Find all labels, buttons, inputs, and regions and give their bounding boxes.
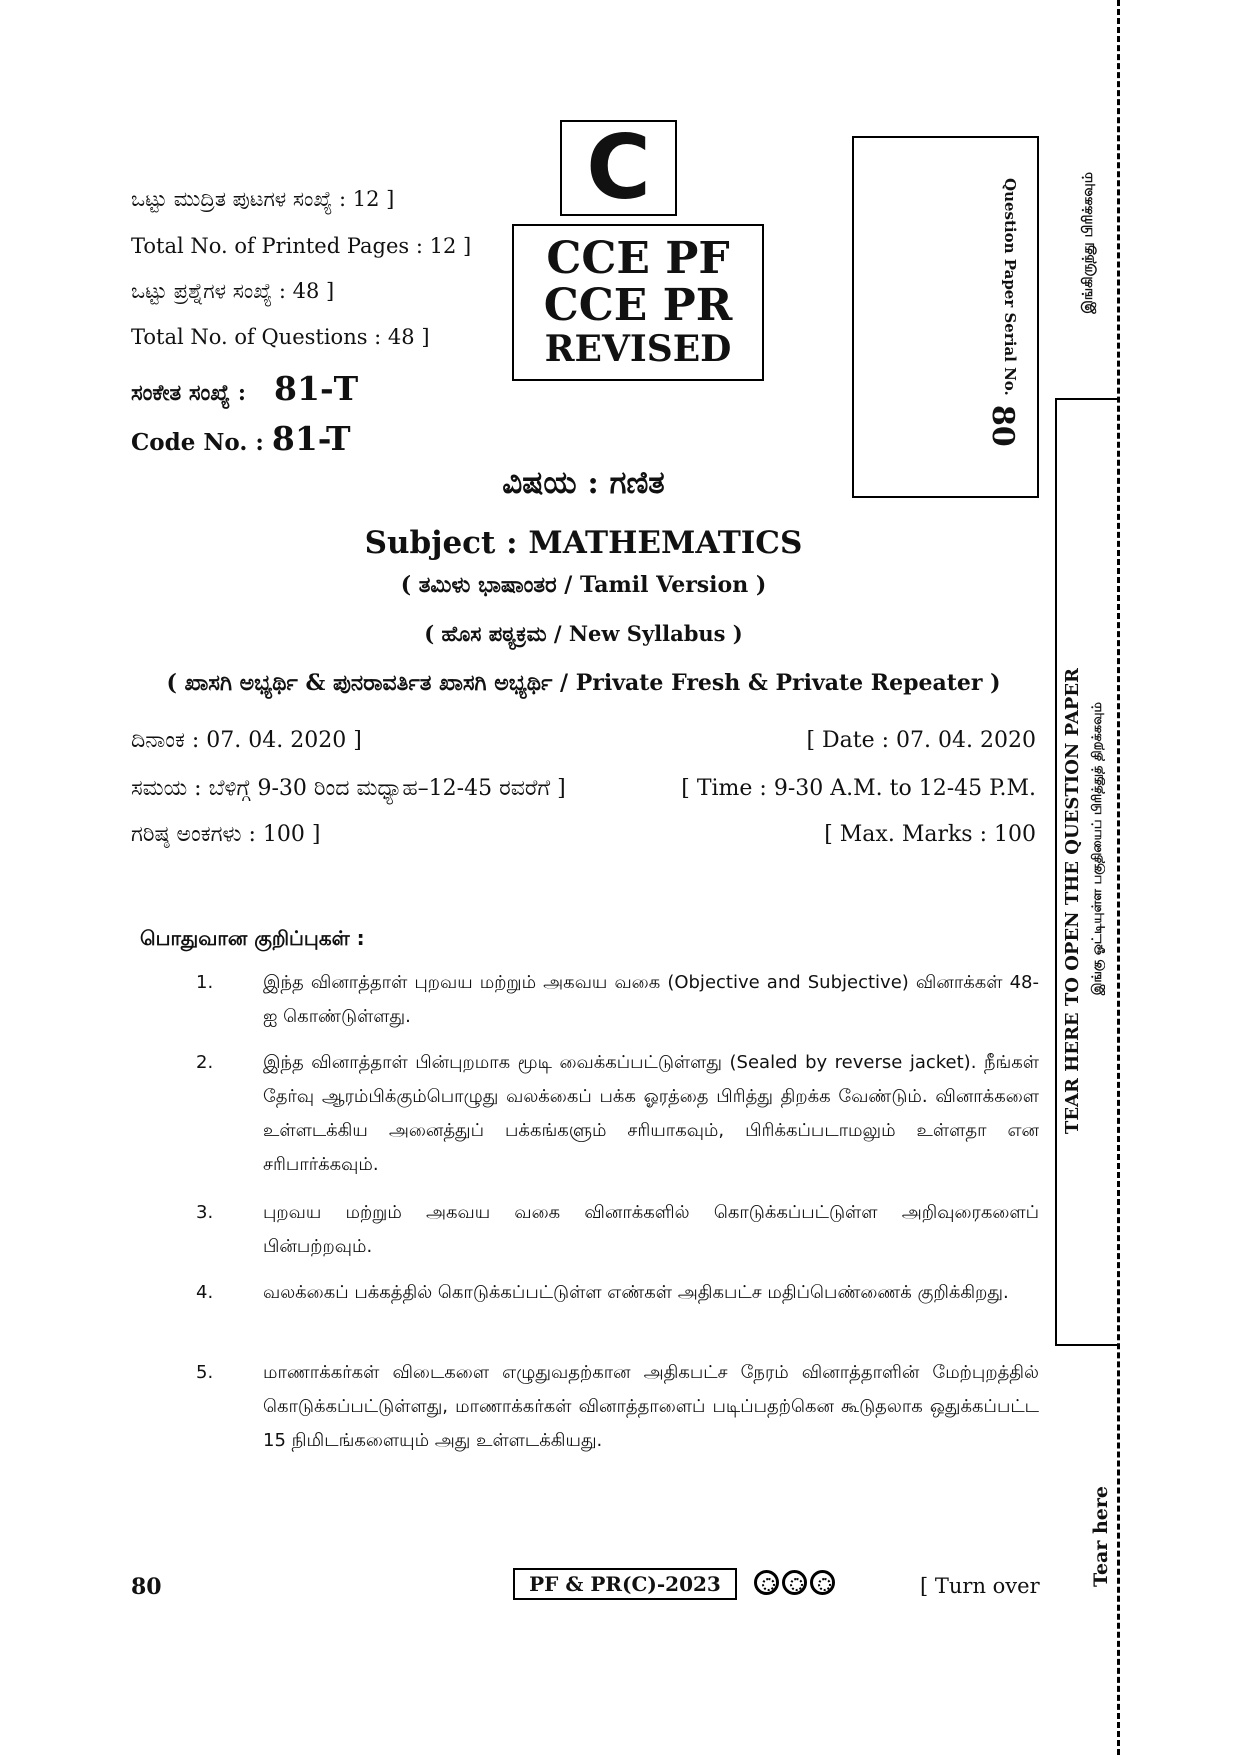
decorative-circles bbox=[754, 1570, 835, 1595]
circle-icon bbox=[782, 1570, 807, 1595]
marks-english: [ Max. Marks : 100 bbox=[824, 822, 1036, 847]
page-serial-number: 80 bbox=[131, 1574, 162, 1600]
circle-icon bbox=[754, 1570, 779, 1595]
tamil-version: ( ತಮಿಳು ಭಾಷಾಂತರ / Tamil Version ) bbox=[400, 572, 767, 598]
date-kannada: ದಿನಾಂಕ : 07. 04. 2020 ] bbox=[131, 728, 362, 753]
code-value-english: 81-T bbox=[271, 419, 351, 458]
course-line-3: REVISED bbox=[544, 327, 732, 370]
printed-pages-kannada: ಒಟ್ಟು ಮುದ್ರಿತ ಪುಟಗಳ ಸಂಖ್ಯೆ : 12 ] bbox=[131, 187, 395, 211]
course-line-2: CCE PR bbox=[543, 279, 733, 331]
instructions-heading: பொதுவான குறிப்புகள் : bbox=[140, 926, 365, 950]
tear-instruction-english: TEAR HERE TO OPEN THE QUESTION PAPER bbox=[1062, 668, 1083, 1135]
subject-english: Subject : MATHEMATICS bbox=[364, 525, 803, 561]
tear-here-label: Tear here bbox=[1090, 1486, 1112, 1587]
questions-count-kannada: ಒಟ್ಟು ಪ್ರಶ್ನೆಗಳ ಸಂಖ್ಯೆ : 48 ] bbox=[131, 279, 335, 303]
instruction-text: இந்த வினாத்தாள் புறவய மற்றும் அகவய வகை (Objective and Subjective) வினாக்கள் 48-ஐ கொண்டுள்ளது. bbox=[263, 972, 1039, 1027]
syllabus: ( ಹೊಸ ಪಠ್ಯಕ್ರಮ / New Syllabus ) bbox=[424, 621, 743, 646]
turn-over-label: [ Turn over bbox=[920, 1574, 1040, 1598]
printed-pages-english: Total No. of Printed Pages : 12 ] bbox=[131, 234, 472, 258]
instruction-number: 4. bbox=[196, 1282, 214, 1303]
instruction-number: 3. bbox=[196, 1202, 214, 1223]
instruction-text: புறவய மற்றும் அகவய வகை வினாக்களில் கொடுக்கப்பட்டுள்ள அறிவுரைகளைப் பின்பற்றவும். bbox=[263, 1202, 1039, 1257]
version-letter-box: C bbox=[560, 120, 677, 216]
serial-number-label: Question Paper Serial No. bbox=[1001, 178, 1019, 396]
tear-from-here-tamil: இங்கிருந்து பிரிக்கவும் bbox=[1080, 172, 1096, 314]
paper-code-box: PF & PR(C)-2023 bbox=[513, 1568, 737, 1600]
instruction-number: 2. bbox=[196, 1052, 214, 1073]
instruction-number: 5. bbox=[196, 1362, 214, 1383]
serial-number-value: 80 bbox=[985, 405, 1020, 447]
code-label-kannada: ಸಂಕೇತ ಸಂಖ್ಯೆ : bbox=[131, 380, 247, 406]
subject-kannada: ವಿಷಯ : ಗಣಿತ bbox=[502, 465, 665, 501]
questions-count-english: Total No. of Questions : 48 ] bbox=[131, 325, 430, 349]
instruction-text: இந்த வினாத்தாள் பின்புறமாக மூடி வைக்கப்பட்டுள்ளது (Sealed by reverse jacket). நீங்கள் தேர்வு ஆரம்பிக்கும்பொழுது வலக்கைப் பக்க ஓரத்தை பிரித்து திறக்க வேண்டும். வினாக்களை உள்ளடக்கிய அனைத்துப் பக்கங்களும் சரியாகவும், பிரிக்கப்படாமலும் உள்ளதா என சரிபார்க்கவும். bbox=[263, 1052, 1039, 1175]
time-kannada: ಸಮಯ : ಬೆಳಿಗ್ಗೆ 9-30 ರಿಂದ ಮಧ್ಯಾಹ–12-45 ರವರೆಗೆ ] bbox=[131, 776, 566, 801]
tear-instruction-tamil: இங்கு ஓட்டியுள்ள பகுதியைப் பிரித்துத் திறக்கவும் bbox=[1090, 702, 1105, 996]
candidate-type: ( ಖಾಸಗಿ ಅಭ್ಯರ್ಥಿ & ಪುನರಾವರ್ತಿತ ಖಾಸಗಿ ಅಭ್ಯರ್ಥಿ / Private Fresh & Private Repeater ) bbox=[166, 670, 1001, 696]
code-label-english: Code No. : bbox=[131, 429, 264, 456]
instruction-text: மாணாக்கர்கள் விடைகளை எழுதுவதற்கான அதிகபட்ச நேரம் வினாத்தாளின் மேற்புறத்தில் கொடுக்கப்பட்டுள்ளது, மாணாக்கர்கள் வினாத்தாளைப் படிப்பதற்கென கூடுதலாக ஒதுக்கப்பட்ட 15 நிமிடங்களையும் அது உள்ளடக்கியது. bbox=[263, 1362, 1039, 1451]
code-number-english bbox=[131, 419, 351, 458]
instruction-number: 1. bbox=[196, 972, 214, 993]
course-line-1: CCE PF bbox=[546, 233, 730, 285]
code-value-kannada: 81-T bbox=[274, 369, 359, 408]
circle-icon bbox=[810, 1570, 835, 1595]
time-english: [ Time : 9-30 A.M. to 12-45 P.M. bbox=[681, 776, 1036, 801]
course-box bbox=[512, 224, 764, 381]
date-english: [ Date : 07. 04. 2020 bbox=[806, 728, 1036, 753]
marks-kannada: ಗರಿಷ್ಠ ಅಂಕಗಳು : 100 ] bbox=[131, 822, 321, 847]
instruction-text: வலக்கைப் பக்கத்தில் கொடுக்கப்பட்டுள்ள எண்கள் அதிகபட்ச மதிப்பெண்ணைக் குறிக்கிறது. bbox=[263, 1282, 1009, 1303]
code-number-kannada bbox=[131, 369, 358, 408]
